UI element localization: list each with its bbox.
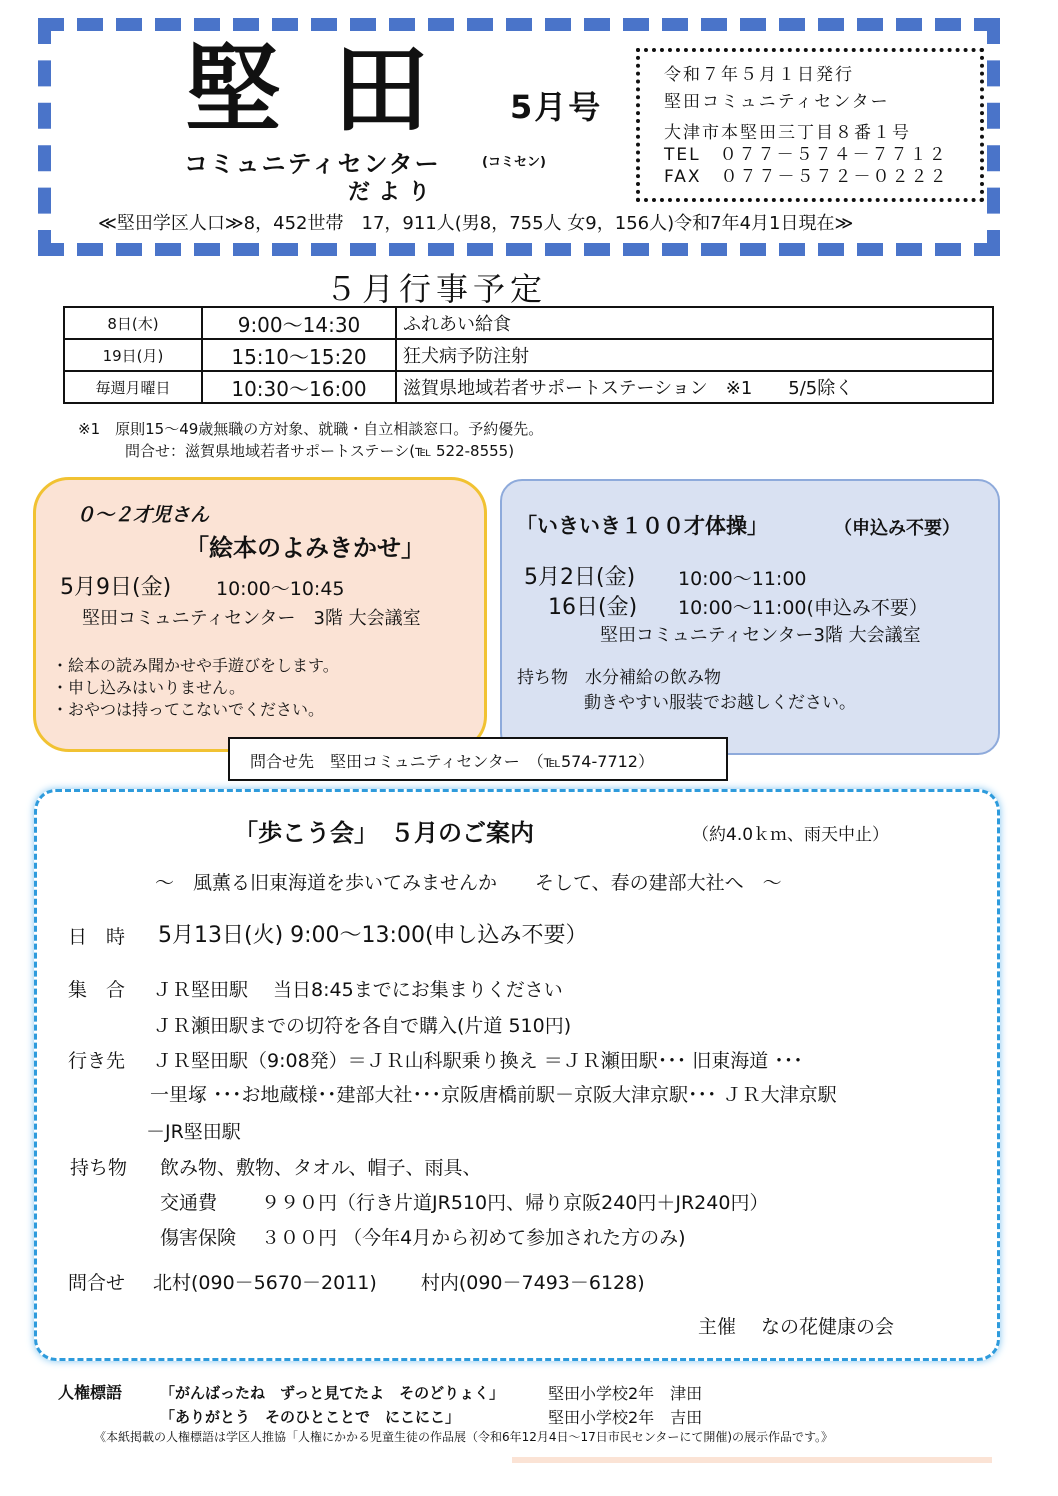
walk-host: 主催 なの花健康の会	[698, 1316, 895, 1338]
bottom-decoration	[512, 1457, 992, 1463]
newsletter-title: 堅田	[185, 34, 481, 146]
schedule-title: ５月行事予定	[325, 270, 548, 308]
ehon-place: 堅田コミュニティセンター 3階 大会議室	[82, 608, 421, 629]
jinken-label: 人権標語	[58, 1383, 123, 1402]
schedule-event: 狂犬病予防注射	[396, 339, 993, 371]
exercise-bring: 持ち物 水分補給の飲み物	[517, 668, 721, 688]
exercise-bring-note: 動きやすい服装でお越しください。	[584, 693, 856, 713]
jinken-footnote: 《本紙掲載の人権標語は学区人推協「人権にかかる児童生徒の作品展（令和6年12月4日～17日市民センターにて開催)の展示作品です。》	[94, 1430, 834, 1444]
issue-date: 令和７年５月１日発行	[664, 65, 854, 85]
schedule-time: 10:30～16:00	[202, 371, 396, 403]
schedule-table	[63, 306, 994, 404]
list-item: ・申し込みはいりません。	[52, 678, 245, 697]
jinken-slogan: 「がんばったね ずっと見てたよ そのどりょく」	[160, 1384, 505, 1402]
publisher-tel: TEL ０７７－５７４－７７１２	[664, 145, 948, 165]
walk-meet-label: 集 合	[68, 979, 126, 1001]
ehon-bullets	[52, 655, 339, 721]
subtitle-sub: だより	[348, 180, 439, 205]
ehon-time: 10:00～10:45	[216, 578, 345, 600]
exercise-date: 5月2日(金)	[524, 565, 636, 590]
subtitle-main: コミュニティセンター	[184, 150, 441, 178]
walk-subtitle: ～ 風薫る旧東海道を歩いてみませんか そして、春の建部大社へ ～	[155, 872, 782, 894]
schedule-date: 19日(月)	[64, 339, 202, 371]
schedule-time: 9:00～14:30	[202, 307, 396, 339]
exercise-time: 10:00～11:00(申込み不要）	[678, 597, 928, 619]
walk-meet-ticket: ＪＲ瀬田駅までの切符を各自で購入(片道 510円)	[153, 1015, 572, 1037]
publisher-address: 大津市本堅田三丁目８番１号	[664, 123, 911, 143]
ehon-age: ０～２才児さん	[76, 504, 210, 526]
ehon-title: 「絵本のよみきかせ」	[185, 534, 425, 562]
walk-bring: 飲み物、敷物、タオル、帽子、雨具、	[160, 1157, 482, 1179]
walk-inquiry-label: 問合せ	[68, 1272, 126, 1294]
table-row	[64, 339, 993, 371]
population-line: ≪堅田学区人口≫8，452世帯 17，911人(男8，755人 女9，156人)令和7年4月1日現在≫	[98, 213, 854, 234]
schedule-time: 15:10～15:20	[202, 339, 396, 371]
subtitle-paren: (コミセン)	[482, 155, 546, 170]
schedule-date: 8日(木)	[64, 307, 202, 339]
walk-route-label: 行き先	[68, 1050, 126, 1072]
walk-inquiry: 北村(090－5670－2011) 村内(090－7493－6128)	[153, 1272, 645, 1294]
walk-datetime: 5月13日(火) 9:00～13:00(申し込み不要）	[158, 923, 588, 948]
jinken-slogan: 「ありがとう そのひとことで にこにこ」	[160, 1408, 461, 1426]
exercise-note: （申込み不要）	[834, 518, 960, 539]
exercise-title: 「いきいき１００才体操」	[516, 514, 768, 538]
issue-label: 5月号	[510, 88, 603, 126]
walk-title: 「歩こう会」 ５月のご案内	[234, 819, 534, 847]
exercise-time: 10:00～11:00	[678, 568, 807, 590]
exercise-date: 16日(金)	[548, 595, 638, 620]
list-item: ・絵本の読み聞かせや手遊びをします。	[52, 656, 339, 675]
walk-distance: （約4.0ｋｍ、雨天中止）	[692, 825, 890, 845]
exercise-place: 堅田コミュニティセンター3階 大会議室	[600, 625, 921, 646]
walk-meet: ＪＲ堅田駅 当日8:45までにお集まりください	[153, 979, 563, 1001]
schedule-event: 滋賀県地域若者サポートステーション ※1 5/5除く	[396, 371, 993, 403]
jinken-author: 堅田小学校2年 吉田	[548, 1408, 703, 1427]
publisher-fax: FAX ０７７－５７２－０２２２	[664, 167, 949, 187]
publisher-box	[636, 48, 984, 202]
publisher-org: 堅田コミュニティセンター	[664, 92, 890, 112]
schedule-event: ふれあい給食	[396, 307, 993, 339]
walk-route: －JR堅田駅	[146, 1121, 241, 1143]
walk-route: ＪＲ堅田駅（9:08発）＝ＪＲ山科駅乗り換え ＝ＪＲ瀬田駅･･･ 旧東海道 ･･･	[153, 1050, 803, 1072]
walk-bring-label: 持ち物	[70, 1157, 128, 1179]
table-row	[64, 307, 993, 339]
ehon-date: 5月9日(金)	[60, 575, 172, 600]
walk-insurance: 傷害保険 ３００円 （今年4月から初めて参加された方のみ)	[160, 1227, 686, 1249]
walk-fare: 交通費 ９９０円（行き片道JR510円、帰り京阪240円＋JR240円）	[160, 1192, 769, 1214]
walk-route: 一里塚 ･･･お地蔵様･･建部大社･･･京阪唐橋前駅－京阪大津京駅･･･ ＪＲ大津京駅	[150, 1084, 837, 1106]
jinken-author: 堅田小学校2年 津田	[548, 1384, 703, 1403]
table-row	[64, 371, 993, 403]
schedule-date: 毎週月曜日	[64, 371, 202, 403]
list-item: ・おやつは持ってこないでください。	[52, 700, 325, 719]
walk-datetime-label: 日 時	[68, 926, 126, 948]
contact-box: 問合せ先 堅田コミュニティセンター （℡574-7712）	[228, 737, 728, 781]
schedule-contact-note: 問合せ：滋賀県地域若者サポートステーシ(℡ 522-8555)	[125, 442, 515, 460]
schedule-note: ※1 原則15～49歳無職の方対象、就職・自立相談窓口。予約優先。	[78, 420, 544, 438]
